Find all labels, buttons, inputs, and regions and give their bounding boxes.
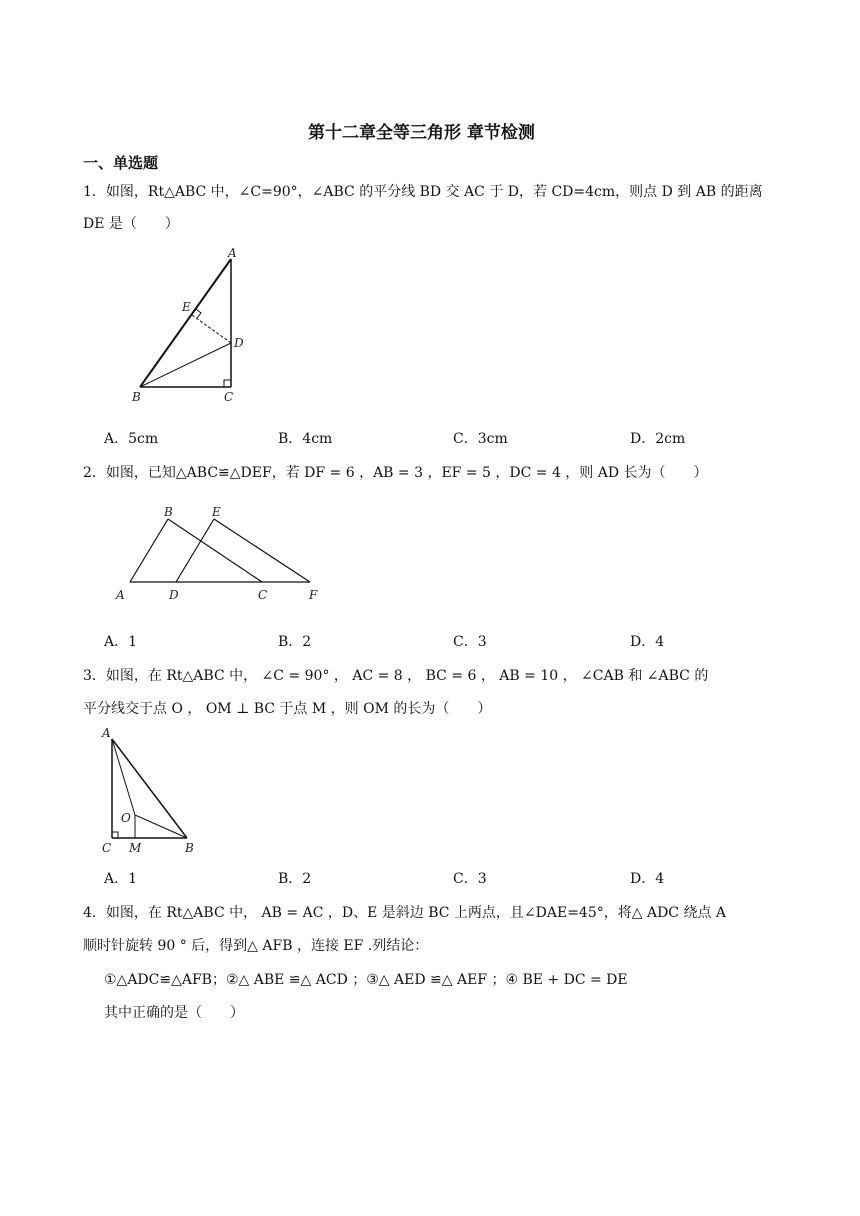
q3-option-d[interactable]: D．4 <box>630 871 665 887</box>
q2-triangle1-AB <box>130 519 168 582</box>
q1-option-b[interactable]: B．4cm <box>278 431 333 447</box>
q2-option-d[interactable]: D．4 <box>630 634 665 650</box>
q1-option-c[interactable]: C．3cm <box>453 431 508 447</box>
q2-option-b[interactable]: B．2 <box>278 634 312 650</box>
q2-text-line1: 2．如图，已知△ABC≌△DEF，若 DF = 6 ，AB = 3 ，EF = 5 ，DC = 4 ，则 AD 长为（ ） <box>83 465 708 481</box>
q3-text-line1: 3．如图，在 Rt△ABC 中， ∠C = 90° ， AC = 8 ， BC = 6 ， AB = 10 ， ∠CAB 和 ∠ABC 的 <box>83 668 709 684</box>
q2-label-A: A <box>116 588 125 602</box>
q4-text-line4: 其中正确的是（ ） <box>104 1005 244 1021</box>
q3-option-b[interactable]: B．2 <box>278 871 312 887</box>
q2-label-E: E <box>212 505 221 519</box>
q1-figure <box>120 245 260 410</box>
q3-label-M: M <box>129 841 142 855</box>
q3-text-line2: 平分线交于点 O ， OM ⊥ BC 于点 M ，则 OM 的长为（ ） <box>83 701 492 717</box>
q3-figure <box>98 725 208 860</box>
q3-label-B: B <box>185 841 194 855</box>
q3-label-A: A <box>102 726 111 740</box>
q1-label-E: E <box>182 300 191 314</box>
q1-label-B: B <box>132 390 141 404</box>
q3-option-c[interactable]: C．3 <box>453 871 487 887</box>
q2-option-c[interactable]: C．3 <box>453 634 487 650</box>
q2-option-a[interactable]: A．1 <box>104 634 138 650</box>
page-title: 第十二章全等三角形 章节检测 <box>308 123 535 143</box>
q2-label-F: F <box>309 588 318 602</box>
q4-text-line3: ①△ADC≌△AFB；②△ ABE ≌△ ACD ；③△ AED ≌△ AEF ；④ BE + DC = DE <box>104 972 628 988</box>
q1-label-A: A <box>228 246 237 260</box>
q1-side-AB <box>140 259 231 387</box>
q1-bisector-BD <box>140 343 231 387</box>
q1-text-line2: DE 是（ ） <box>83 216 179 232</box>
q1-label-D: D <box>234 336 244 350</box>
q3-option-a[interactable]: A．1 <box>104 871 138 887</box>
q4-text-line1: 4．如图，在 Rt△ABC 中， AB = AC ，D、E 是斜边 BC 上两点，且∠DAE=45°，将△ ADC 绕点 A <box>83 905 727 921</box>
q2-label-C: C <box>258 588 268 602</box>
q4-text-line2: 顺时针旋转 90 ° 后，得到△ AFB ，连接 EF .列结论： <box>83 938 429 954</box>
q1-segment-DE <box>192 315 231 343</box>
q1-right-angle-C <box>224 380 231 387</box>
q1-label-C: C <box>224 390 234 404</box>
q3-right-angle-C <box>112 832 118 838</box>
q2-label-B: B <box>164 505 173 519</box>
q1-right-angle-E <box>196 309 201 318</box>
section-heading: 一、单选题 <box>83 154 159 172</box>
q2-figure <box>110 502 335 607</box>
q3-label-C: C <box>102 841 112 855</box>
q1-option-a[interactable]: A．5cm <box>104 431 159 447</box>
q1-text-line1: 1．如图，Rt△ABC 中，∠C=90°，∠ABC 的平分线 BD 交 AC 于 D，若 CD=4cm，则点 D 到 AB 的距离 <box>83 184 763 200</box>
q3-label-O: O <box>121 811 131 825</box>
q3-bisector-AO <box>112 739 135 815</box>
q2-triangle2-EF <box>214 519 310 582</box>
q2-label-D: D <box>169 588 179 602</box>
q1-option-d[interactable]: D．2cm <box>630 431 686 447</box>
